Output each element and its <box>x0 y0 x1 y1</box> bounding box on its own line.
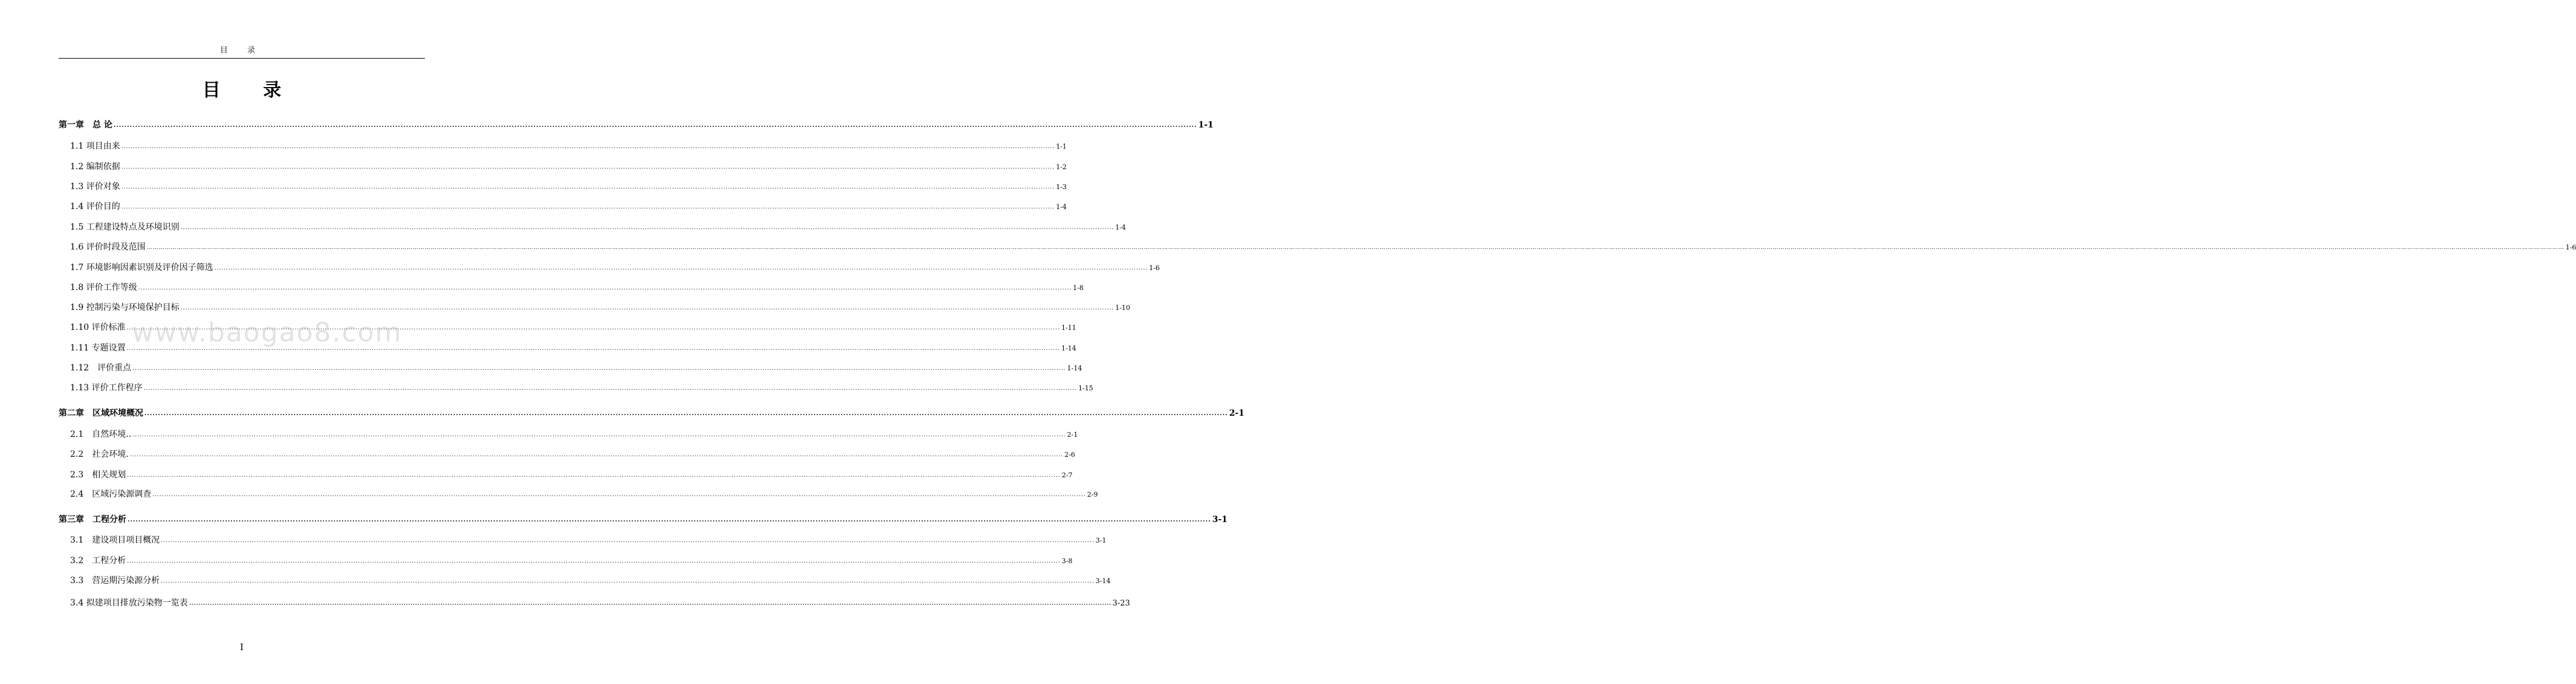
toc-entry-label: 1.3 评价对象 <box>70 182 120 192</box>
toc-entry-page: 3-1 <box>1212 515 1228 524</box>
toc-dot-leader: ................................................................................................................................................................................................................................................................................................................................................................................................................ <box>113 122 1197 129</box>
toc-entry-page: 1-10 <box>1115 304 1130 312</box>
toc-dot-leader: ................................................................................................................................................................................................................................................................................................................................................................................................................ <box>161 538 1095 544</box>
toc-entry-page: 1-1 <box>1056 143 1067 150</box>
toc-entry-page: 1-14 <box>1067 364 1083 372</box>
toc-entry-label: 1.13 评价工作程序 <box>70 383 143 393</box>
toc-entry <box>59 514 1228 526</box>
toc-entry <box>70 448 1075 460</box>
toc-entry-page: 2-6 <box>1064 451 1075 459</box>
toc-entry-label: 第一章 总 论 <box>59 120 112 130</box>
toc-entry <box>70 597 1130 609</box>
watermark: www.baogao8.com <box>132 317 403 348</box>
toc-dot-leader: ................................................................................................................................................................................................................................................................................................................................................................................................................ <box>121 184 1055 190</box>
toc-dot-leader: ................................................................................................................................................................................................................................................................................................................................................................................................................ <box>127 473 1061 479</box>
toc-dot-leader: ................................................................................................................................................................................................................................................................................................................................................................................................................ <box>138 285 1072 291</box>
toc-entry <box>59 119 1214 131</box>
toc-entry-page: 1-8 <box>1073 284 1084 292</box>
toc-entry-label: 1.4 评价目的 <box>70 202 120 211</box>
toc-entry <box>70 469 1073 481</box>
toc-entry <box>70 428 1078 440</box>
toc-entry <box>70 555 1073 567</box>
toc-entry-label: 3.1 建设项目项目概况 <box>70 535 160 545</box>
toc-entry-page: 1-11 <box>1061 324 1076 332</box>
toc-dot-leader: ................................................................................................................................................................................................................................................................................................................................................................................................................ <box>180 225 1115 231</box>
toc-entry-label: 1.6 评价时段及范围 <box>70 242 146 252</box>
toc-entry-label: 2.3 相关规划 <box>70 470 126 480</box>
toc-entry <box>70 302 1130 314</box>
toc-entry-page: 1-6 <box>1149 264 1160 272</box>
toc-dot-leader: ................................................................................................................................................................................................................................................................................................................................................................................................................ <box>126 346 1060 352</box>
toc-entry-label: 1.1 项目由来 <box>70 141 120 151</box>
toc-entry-page: 1-3 <box>1056 183 1067 191</box>
toc-entry-page: 1-15 <box>1078 384 1093 392</box>
toc-entry <box>70 534 1107 546</box>
toc-entry-page: 1-4 <box>1115 224 1126 231</box>
toc-entry-page: 1-4 <box>1056 203 1067 211</box>
toc-entry <box>70 321 1076 334</box>
toc-dot-leader: ................................................................................................................................................................................................................................................................................................................................................................................................................ <box>144 410 1228 417</box>
toc-entry-label: 1.11 专题设置 <box>70 343 126 353</box>
toc-entry-label: 1.9 控制污染与环境保护目标 <box>70 303 180 312</box>
toc-entry <box>70 241 2576 253</box>
toc-dot-leader: ................................................................................................................................................................................................................................................................................................................................................................................................................ <box>189 598 1112 607</box>
toc-entry-page: 1-1 <box>1198 120 1214 130</box>
toc-entry-page: 3-1 <box>1095 537 1107 544</box>
toc-entry-label: 2.2 社会环境. <box>70 450 129 459</box>
toc-entry-label: 1.12 评价重点 <box>70 363 132 373</box>
toc-entry <box>70 488 1098 500</box>
toc-entry <box>70 282 1084 294</box>
toc-entry <box>70 221 1126 233</box>
toc-entry <box>70 161 1067 173</box>
toc-entry-page: 3-8 <box>1061 557 1073 565</box>
toc-entry <box>70 575 1111 587</box>
toc-dot-leader: ................................................................................................................................................................................................................................................................................................................................................................................................................ <box>143 386 1077 392</box>
toc-entry-page: 2-1 <box>1229 408 1244 418</box>
toc-dot-leader: ................................................................................................................................................................................................................................................................................................................................................................................................................ <box>180 305 1115 311</box>
toc-entry-page: 3-23 <box>1112 599 1130 608</box>
toc-entry-page: 3-14 <box>1095 577 1111 585</box>
toc-dot-leader: ................................................................................................................................................................................................................................................................................................................................................................................................................ <box>214 265 1148 271</box>
toc-entry-label: 3.2 工程分析 <box>70 556 126 566</box>
toc-title: 目 录 <box>202 80 300 101</box>
toc-dot-leader: ................................................................................................................................................................................................................................................................................................................................................................................................................ <box>121 164 1055 170</box>
toc-entry <box>59 407 1244 419</box>
toc-dot-leader: ................................................................................................................................................................................................................................................................................................................................................................................................................ <box>161 578 1095 584</box>
running-header: 目 录 <box>219 46 264 55</box>
toc-dot-leader: ................................................................................................................................................................................................................................................................................................................................................................................................................ <box>132 366 1066 372</box>
toc-entry-label: 3.4 拟建项目排放污染物一览表 <box>70 598 188 608</box>
toc-entry-label: 第三章 工程分析 <box>59 515 126 524</box>
toc-entry <box>70 342 1076 354</box>
toc-entry-page: 1-2 <box>1056 163 1067 171</box>
toc-entry <box>70 262 1160 274</box>
toc-entry-label: 1.5 工程建设特点及环境识别 <box>70 222 180 232</box>
toc-dot-leader: ................................................................................................................................................................................................................................................................................................................................................................................................................ <box>121 144 1055 150</box>
toc-entry-page: 2-9 <box>1087 491 1098 498</box>
toc-entry <box>70 181 1067 193</box>
toc-entry <box>70 201 1067 213</box>
toc-entry-label: 1.8 评价工作等级 <box>70 283 137 292</box>
toc-entry-page: 2-1 <box>1067 431 1078 439</box>
toc-entry-label: 第二章 区域环境概况 <box>59 408 143 418</box>
toc-entry-label: 2.1 自然环境.. <box>70 430 132 439</box>
toc-dot-leader: ................................................................................................................................................................................................................................................................................................................................................................................................................ <box>128 517 1211 523</box>
toc-entry-label: 2.4 区域污染源调查 <box>70 489 152 499</box>
toc-entry-label: 3.3 营运期污染源分析 <box>70 576 160 586</box>
toc-entry-label: 1.2 编制依据 <box>70 162 120 172</box>
page-number: I <box>240 642 244 653</box>
toc-entry <box>70 382 1093 394</box>
toc-dot-leader: ................................................................................................................................................................................................................................................................................................................................................................................................................ <box>129 452 1064 458</box>
toc-entry-page: 2-7 <box>1061 471 1073 479</box>
toc-dot-leader: ………………………………………………………………………………………………………………………………………………………………………………………………………………………………………………………………………………………………………………………………………………………………………………………………………………………………………………………………………………………………………………………………………………………………………………………………………………………………………………………………………………………………………………………………………………………………………………………………………………………………………………………………………………………………………………………………………………………………………………………………………………………………………………………………………………………………………… <box>146 245 2565 251</box>
toc-entry-label: 1.7 环境影响因素识别及评价因子筛选 <box>70 263 213 273</box>
toc-dot-leader: ................................................................................................................................................................................................................................................................................................................................................................................................................ <box>132 432 1066 438</box>
toc-dot-leader: ................................................................................................................................................................................................................................................................................................................................................................................................................ <box>127 558 1061 564</box>
toc-dot-leader: ................................................................................................................................................................................................................................................................................................................................................................................................................ <box>121 204 1055 210</box>
toc-entry <box>70 362 1083 374</box>
toc-entry-page: 1-14 <box>1061 344 1076 352</box>
toc-entry <box>70 140 1067 152</box>
toc-entry-page: 1-6 <box>2565 244 2576 251</box>
toc-entry-label: 1.10 评价标准 <box>70 323 126 332</box>
toc-dot-leader: ................................................................................................................................................................................................................................................................................................................................................................................................................ <box>126 325 1060 331</box>
toc-dot-leader: ................................................................................................................................................................................................................................................................................................................................................................................................................ <box>152 492 1086 498</box>
